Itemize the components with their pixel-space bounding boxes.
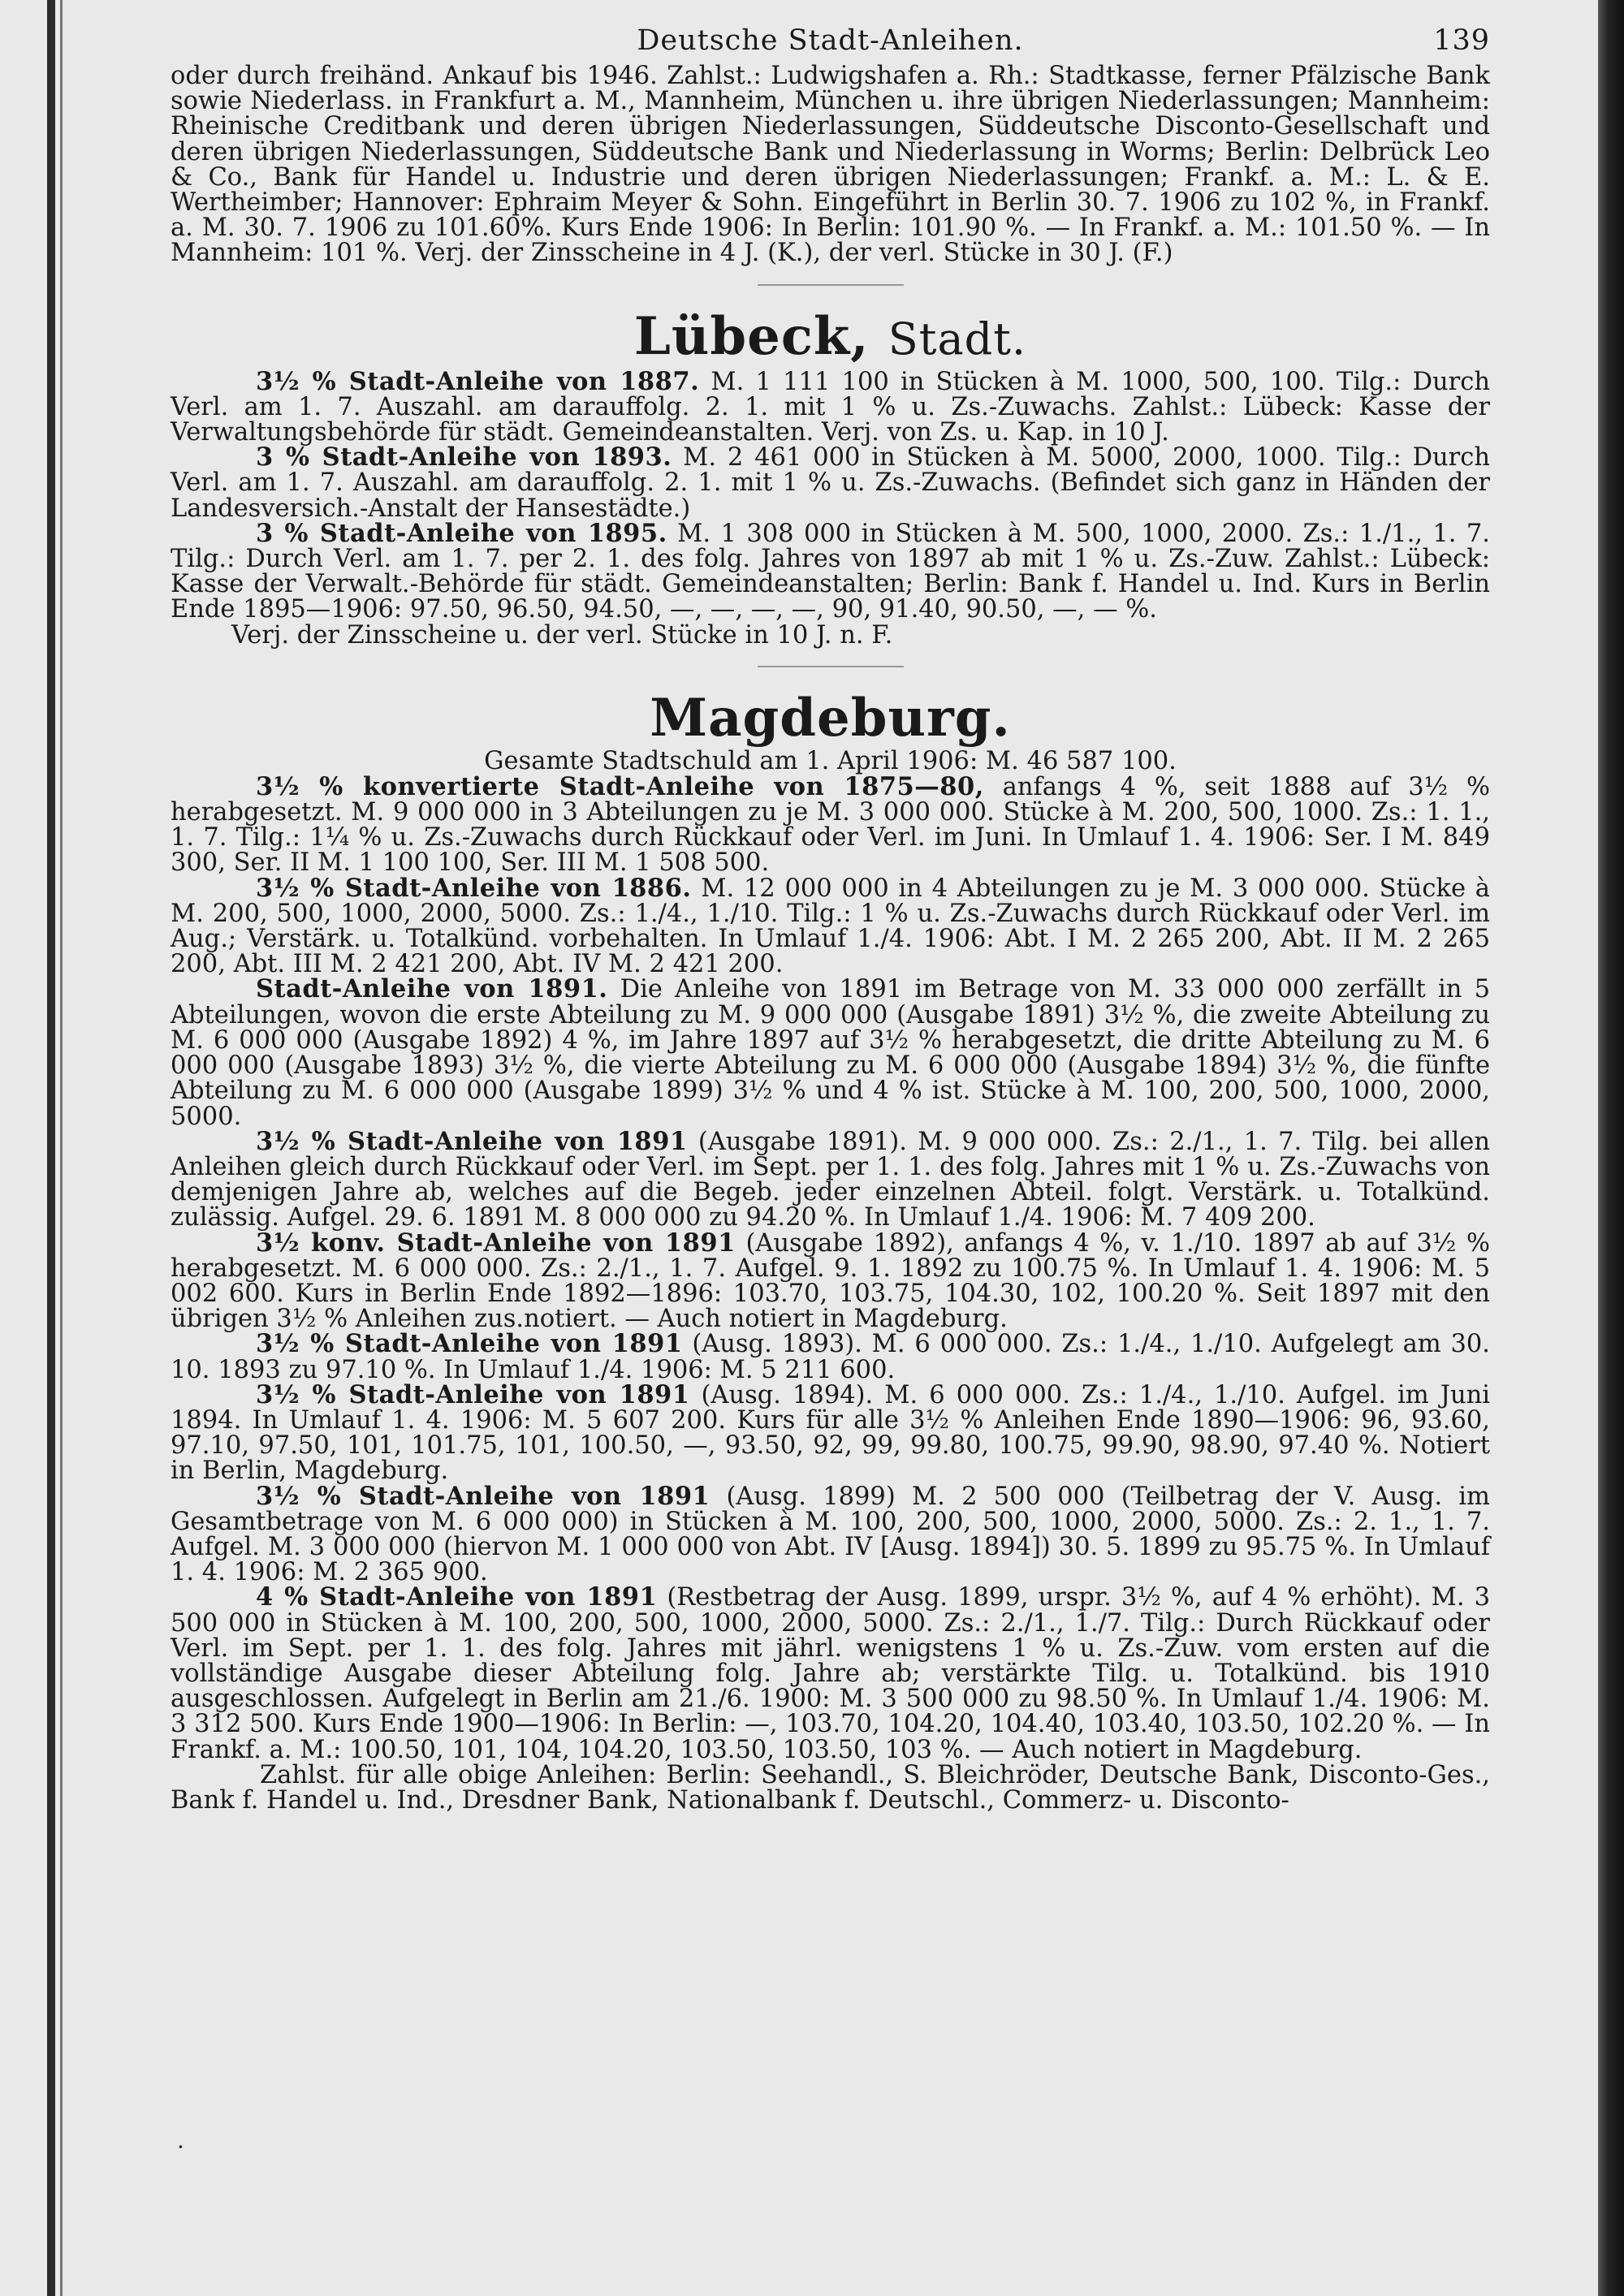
intro-paragraph: oder durch freihänd. Ankauf bis 1946. Zahlst.: Ludwigshafen a. Rh.: Stadtkasse, ferner Pfälzische Bank sowie Niederlass. in Frankfurt a. M., Mannheim, München u. ihre übrigen Niederlassungen; Mannheim: Rheinische Creditbank und deren übrigen Niederlassungen, Süddeutsche Disconto-Gesellschaft und deren übrigen Niederlassungen, Süddeutsche Bank und Niederlassung in Worms; Berlin: Delbrück Leo & Co., Bank für Handel u. Industrie und deren übrigen Niederlassungen; Frankf. a. M.: L. & E. Wertheimber; Hannover: Ephraim Meyer & Sohn. Eingeführt in Berlin 30. 7. 1906 zu 102 %, in Frankf. a. M. 30. 7. 1906 zu 101.60%. Kurs Ende 1906: In Berlin: 101.90 %. — In Frankf. a. M.: 101.50 %. — In Mannheim: 101 %. Verj. der Zinsscheine in 4 J. (K.), der verl. Stücke in 30 J. (F.): [171, 62, 1490, 268]
entry-magdeburg-1891-a1892: 3½ konv. Stadt-Anleihe von 1891 (Ausgabe 1892), anfangs 4 %, v. 1./10. 1897 ab auf 3½ % herabgesetzt. M. 6 000 000. Zs.: 2./1., 1. 7. Aufgel. 9. 1. 1892 zu 100.75 %. In Umlauf 1. 4. 1906: M. 5 002 600. Kurs in Berlin Ende 1892—1896: 103.70, 103.75, 104.30, 102, 100.20 %. Seit 1897 mit den übrigen 3½ % Anleihen zus.notiert. — Auch notiert in Magdeburg.: [171, 1228, 1490, 1334]
page-number: 139: [1433, 24, 1490, 57]
scan-speck: ·: [177, 2134, 184, 2160]
entry-luebeck-1893: 3 % Stadt-Anleihe von 1893. M. 2 461 000 in Stücken à M. 5000, 2000, 1000. Tilg.: Durch Verl. am 1. 7. Auszahl. am darauffolg. 2. 1. mit 1 % u. Zs.-Zuwachs. (Befindet sich ganz in Händen der Landesversich.-Anstalt der Hansestädte.): [171, 442, 1490, 523]
running-title: Deutsche Stadt-Anleihen.: [637, 24, 1024, 57]
text-column: [171, 16, 1490, 1813]
entry-magdeburg-1891-a1893: 3½ % Stadt-Anleihe von 1891 (Ausg. 1893). M. 6 000 000. Zs.: 1./4., 1./10. Aufgelegt am 30. 10. 1893 zu 97.10 %. In Umlauf 1./4. 1906: M. 5 211 600.: [171, 1329, 1490, 1384]
entry-magdeburg-1891: Stadt-Anleihe von 1891. Die Anleihe von 1891 im Betrage von M. 33 000 000 zerfällt in 5 Abteilungen, wovon die erste Abteilung zu M. 9 000 000 (Ausgabe 1891) 3½ %, die zweite Abteilung zu M. 6 000 000 (Ausgabe 1892) 4 %, im Jahre 1897 auf 3½ % herabgesetzt, die dritte Abteilung zu M. 6 000 000 (Ausgabe 1893) 3½ %, die vierte Abteilung zu M. 6 000 000 (Ausgabe 1894) 3½ %, die fünfte Abteilung zu M. 6 000 000 (Ausgabe 1899) 3½ % und 4 % ist. Stücke à M. 100, 200, 500, 1000, 2000, 5000.: [171, 974, 1490, 1131]
page-edge-shadow: [1598, 0, 1624, 2296]
entry-magdeburg-1891-a1899: 3½ % Stadt-Anleihe von 1891 (Ausg. 1899) M. 2 500 000 (Teilbetrag der V. Ausg. im Gesamtbetrage von M. 6 000 000) in Stücken à M. 100, 200, 500, 1000, 2000, 5000. Zs.: 2. 1., 1. 7. Aufgel. M. 3 000 000 (hiervon M. 1 000 000 von Abt. IV [Ausg. 1894]) 30. 5. 1899 zu 95.75 %. In Umlauf 1. 4. 1906: M. 2 365 900.: [171, 1481, 1490, 1587]
entry-magdeburg-1891-a1891: 3½ % Stadt-Anleihe von 1891 (Ausgabe 1891). M. 9 000 000. Zs.: 2./1., 1. 7. Tilg. bei allen Anleihen gleich durch Rückkauf oder Verl. im Sept. per 1. 1. des folg. Jahres mit 1 % u. Zs.-Zuwachs von demjenigen Jahre ab, welches auf die Begeb. jeder einzelnen Abteil. folgt. Verstärk. u. Totalkünd. zulässig. Aufgel. 29. 6. 1891 M. 8 000 000 zu 94.20 %. In Umlauf 1./4. 1906: M. 7 409 200.: [171, 1126, 1490, 1232]
binding-edge: [47, 0, 55, 2296]
section-heading-magdeburg: Magdeburg.: [650, 687, 1011, 749]
entry-luebeck-1895: 3 % Stadt-Anleihe von 1895. M. 1 308 000 in Stücken à M. 500, 1000, 2000. Zs.: 1./1., 1. 7. Tilg.: Durch Verl. am 1. 7. per 2. 1. des folg. Jahres von 1897 ab mit 1 % u. Zs.-Zuw. Zahlst.: Lübeck: Kasse der Verwalt.-Behörde für städt. Gemeindeanstalten; Berlin: Bank f. Handel u. Ind. Kurs in Berlin Ende 1895—1906: 97.50, 96.50, 94.50, —, —, —, —, 90, 91.40, 90.50, —, — %.: [171, 518, 1490, 624]
section-heading-luebeck: Lübeck, Stadt.: [633, 305, 1027, 367]
section-divider: [758, 666, 904, 667]
entry-luebeck-1887: 3½ % Stadt-Anleihe von 1887. M. 1 111 100 in Stücken à M. 1000, 500, 100. Tilg.: Durch Verl. am 1. 7. Auszahl. am darauffolg. 2. 1. mit 1 % u. Zs.-Zuwachs. Zahlst.: Lübeck: Kasse der Verwaltungsbehörde für städt. Gemeindeanstalten. Verj. von Zs. u. Kap. in 10 J.: [171, 366, 1490, 447]
magdeburg-total-debt: Gesamte Stadtschuld am 1. April 1906: M. 46 587 100.: [484, 746, 1177, 775]
entry-luebeck-verj: Verj. der Zinsscheine u. der verl. Stücke in 10 J. n. F.: [231, 620, 893, 650]
running-header: [171, 16, 1490, 63]
entry-magdeburg-1891-4pct: 4 % Stadt-Anleihe von 1891 (Restbetrag der Ausg. 1899, urspr. 3½ %, auf 4 % erhöht). M. 3 500 000 in Stücken à M. 100, 200, 500, 1000, 2000, 5000. Zs.: 2./1., 1./7. Tilg.: Durch Rückkauf oder Verl. im Sept. per 1. 1. des folg. Jahres mit jährl. wenigstens 1 % u. Zs.-Zuw. vom ersten auf die vollständige Ausgabe dieser Abteilung folg. Jahre ab; verstärkte Tilg. u. Totalkünd. bis 1910 ausgeschlossen. Aufgelegt in Berlin am 21./6. 1900: M. 3 500 000 zu 98.50 %. In Umlauf 1./4. 1906: M. 3 312 500. Kurs Ende 1900—1906: In Berlin: —, 103.70, 104.20, 104.40, 103.40, 103.50, 102.20 %. — In Frankf. a. M.: 100.50, 101, 104, 104.20, 103.50, 103.50, 103 %. — Auch notiert in Magdeburg.: [171, 1582, 1490, 1764]
binding-line: [60, 0, 63, 2296]
entry-magdeburg-1875: 3½ % konvertierte Stadt-Anleihe von 1875—80, anfangs 4 %, seit 1888 auf 3½ % herabgesetzt. M. 9 000 000 in 3 Abteilungen zu je M. 3 000 000. Stücke à M. 200, 500, 1000. Zs.: 1. 1., 1. 7. Tilg.: 1¼ % u. Zs.-Zuwachs durch Rückkauf oder Verl. im Juni. In Umlauf 1. 4. 1906: Ser. I M. 849 300, Ser. II M. 1 100 100, Ser. III M. 1 508 500.: [171, 771, 1490, 878]
entry-magdeburg-1886: 3½ % Stadt-Anleihe von 1886. M. 12 000 000 in 4 Abteilungen zu je M. 3 000 000. Stücke à M. 200, 500, 1000, 2000, 5000. Zs.: 1./4., 1./10. Tilg.: 1 % u. Zs.-Zuwachs durch Rückkauf oder Verl. im Aug.; Verstärk. u. Totalkünd. vorbehalten. In Umlauf 1./4. 1906: Abt. I M. 2 265 200, Abt. II M. 2 265 200, Abt. III M. 2 421 200, Abt. IV M. 2 421 200.: [171, 873, 1490, 979]
section-divider: [758, 284, 904, 286]
entry-magdeburg-zahlstellen: Zahlst. für alle obige Anleihen: Berlin: Seehandl., S. Bleichröder, Deutsche Bank, Disconto-Ges., Bank f. Handel u. Ind., Dresdner Bank, Nationalbank f. Deutschl., Commerz- u. Disconto-: [171, 1760, 1490, 1815]
entry-magdeburg-1891-a1894: 3½ % Stadt-Anleihe von 1891 (Ausg. 1894). M. 6 000 000. Zs.: 1./4., 1./10. Aufgel. im Juni 1894. In Umlauf 1. 4. 1906: M. 5 607 200. Kurs für alle 3½ % Anleihen Ende 1890—1906: 96, 93.60, 97.10, 97.50, 101, 101.75, 101, 100.50, —, 93.50, 92, 99, 99.80, 100.75, 99.90, 98.90, 97.40 %. Notiert in Berlin, Magdeburg.: [171, 1379, 1490, 1486]
